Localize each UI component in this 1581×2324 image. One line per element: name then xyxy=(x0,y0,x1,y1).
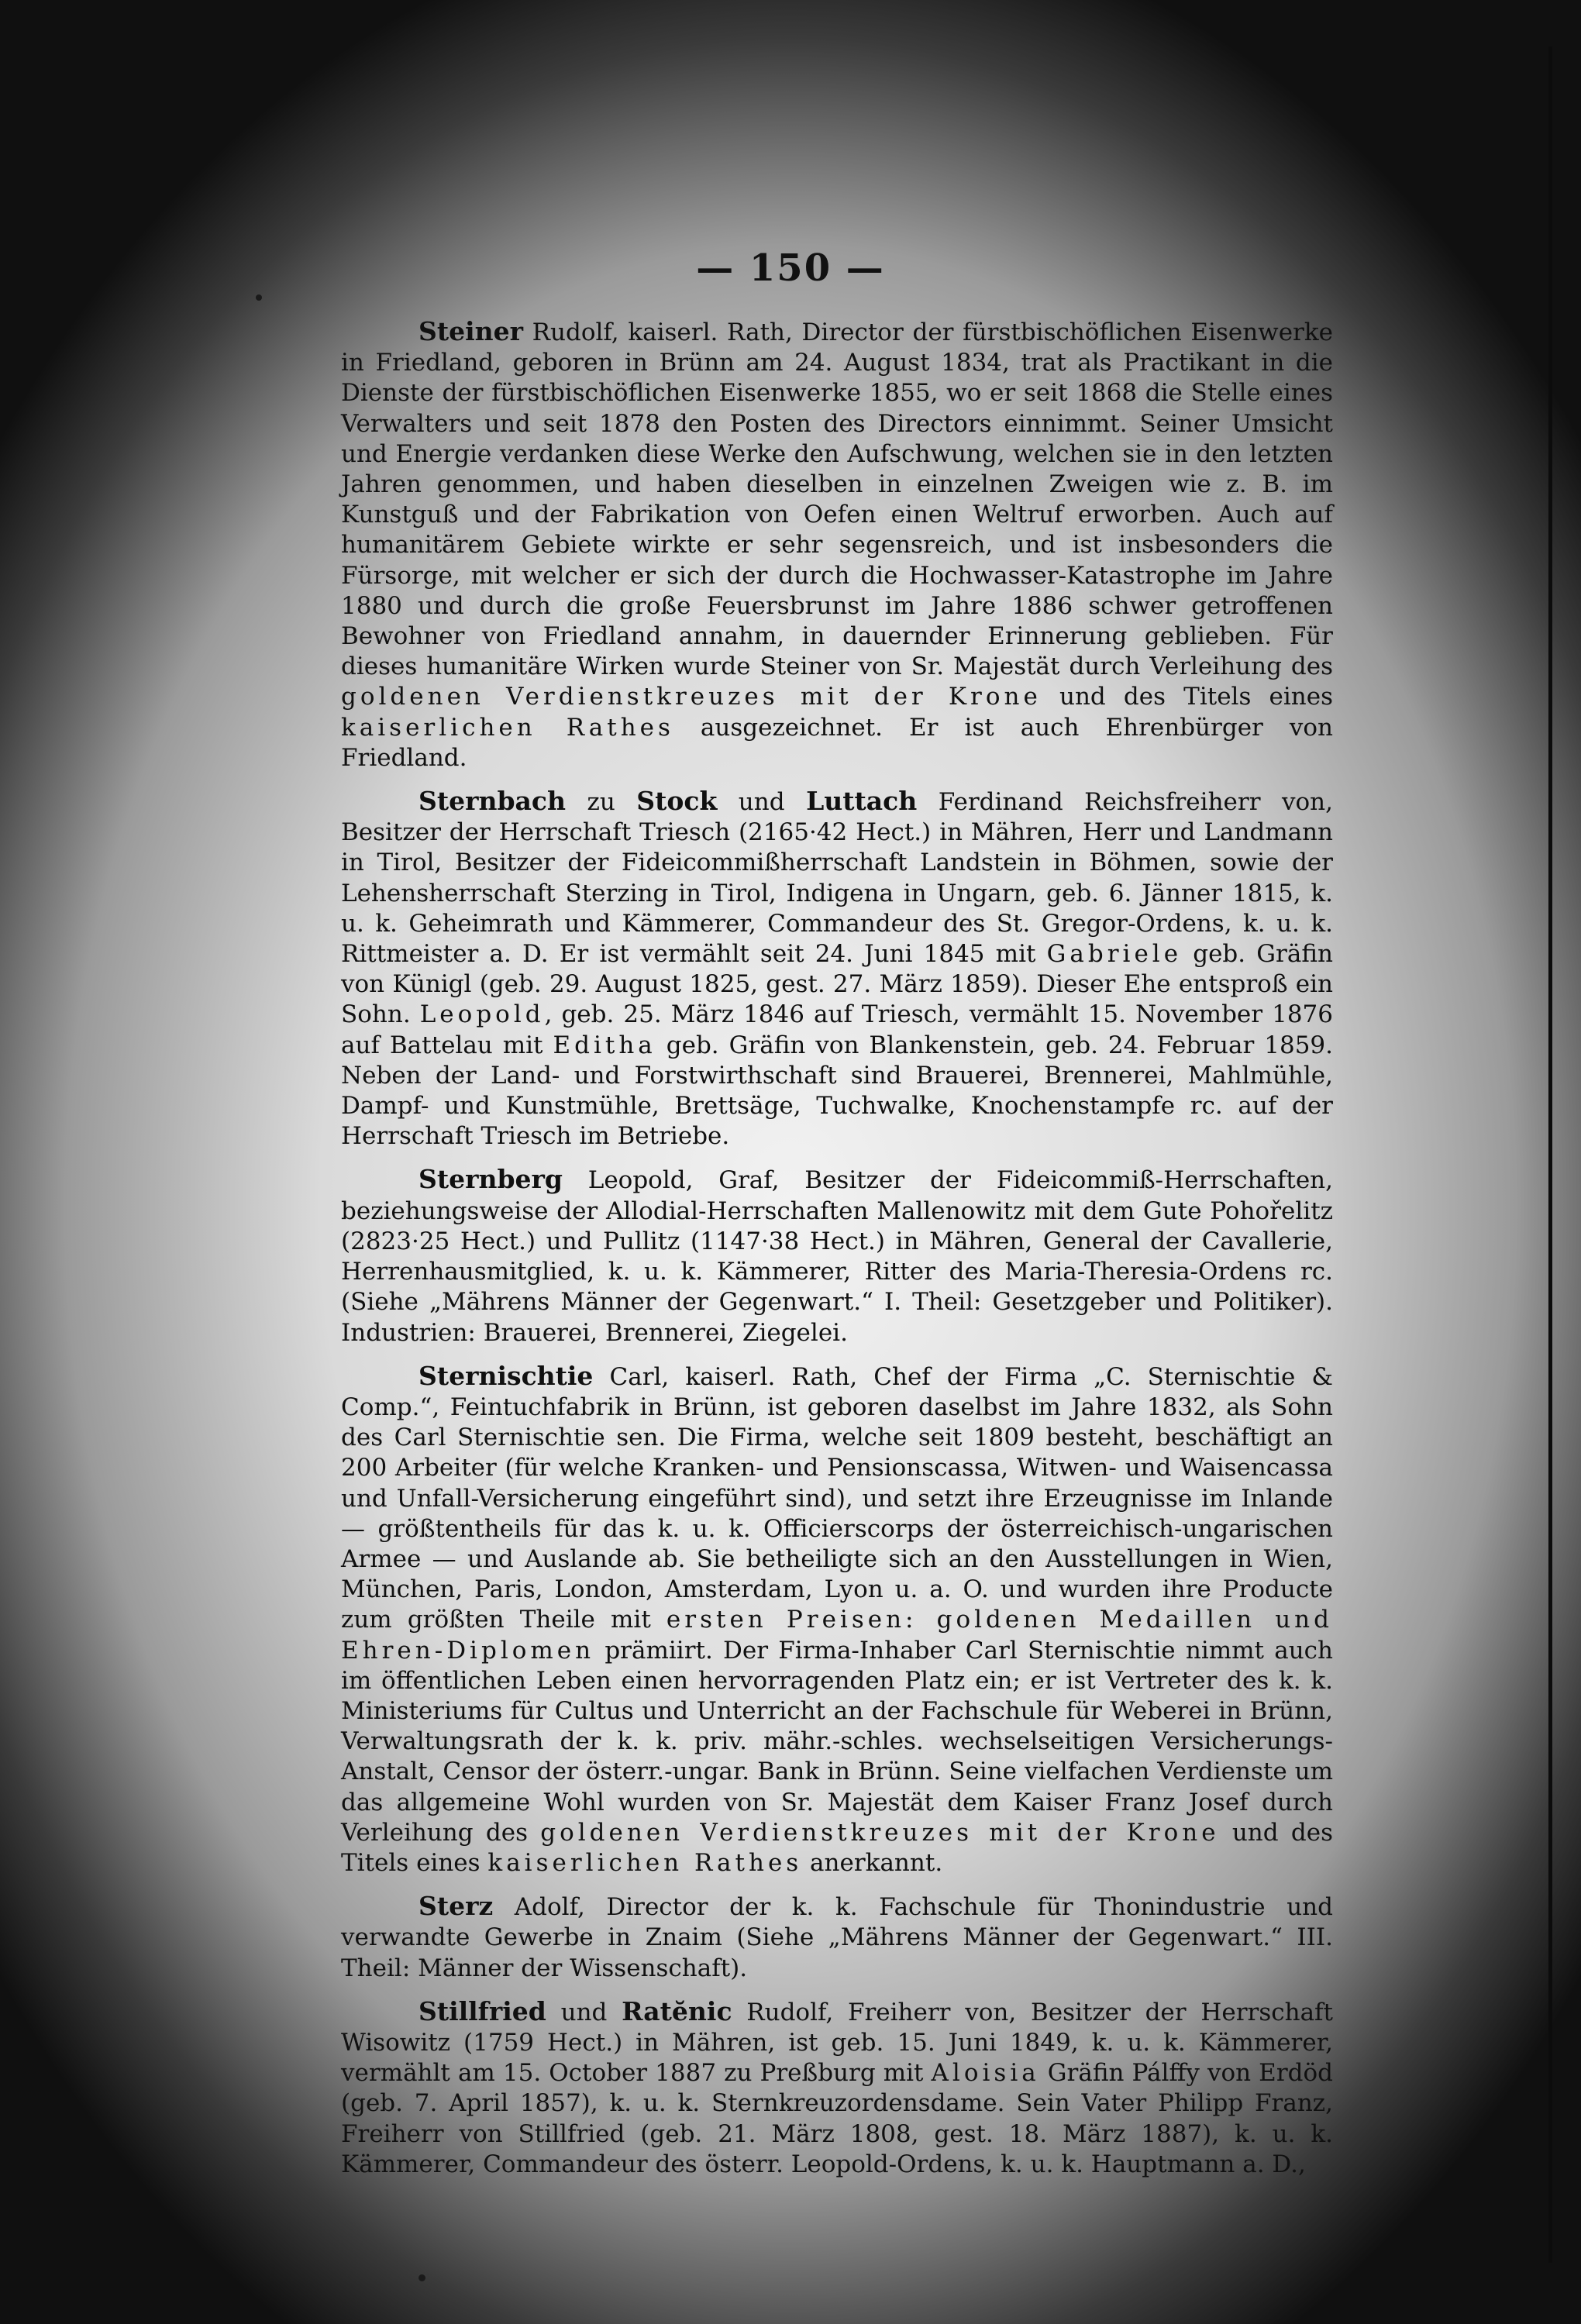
entry-text: geb. Gräfin von Blankenstein, geb. 24. Februar 1859. Neben der Land- und Forstwirthschaft sind Brauerei, Brennerei, Mahlmühle, Dampf- und Kunstmühle, Brettsäge, Tuchwalke, Knochenstampfe rc. auf der Herrschaft Triesch im Betriebe. xyxy=(341,1031,1334,1151)
entry-name: Sternberg xyxy=(418,1164,563,1195)
entry-name: Ratĕnic xyxy=(622,1995,732,2026)
entry-stillfried xyxy=(341,1996,1333,2180)
entry-text: und xyxy=(717,788,807,817)
entry-text: Rudolf, Freiherr von, Besitzer der Herrschaft Wisowitz (1759 Hect.) in Mähren, ist geb. 15. Juni 1849, k. u. k. Kämmerer, vermählt am 15. October 1887 zu Preßburg mit xyxy=(341,1998,1333,2088)
spaced-text: kaiserlichen Rathes xyxy=(487,1848,803,1877)
ink-speck xyxy=(256,294,262,301)
entry-name: Steiner xyxy=(418,316,523,346)
entry-name: Stock xyxy=(636,786,718,817)
entry-name: Sternischtie xyxy=(418,1360,594,1391)
entry-name: Sterz xyxy=(418,1891,494,1922)
entry-name: Sternbach xyxy=(418,786,566,817)
entry-text: Gräfin Pálffy von Erdöd (geb. 7. April 1857), k. u. k. Sternkreuzordensdame. Sein Vater Philipp Franz, Freiherr von Stillfried (geb. 21. März 1808, gest. 18. März 1887), k. u. k. Kämmerer, Commandeur des österr. Leopold-Ordens, k. u. k. Hauptmann a. D., xyxy=(341,2059,1333,2178)
entry-steiner xyxy=(341,316,1333,773)
page-number: — 150 — xyxy=(696,246,885,290)
spaced-text: kaiserlichen Rathes xyxy=(341,713,674,742)
entry-text: und xyxy=(546,1998,622,2026)
entry-sternischtie xyxy=(341,1361,1333,1878)
entry-text: und des Titels eines xyxy=(341,1818,1333,1877)
entry-sternbach xyxy=(341,786,1333,1152)
entry-text: , geb. 25. März 1846 auf Triesch, vermählt 15. November 1876 auf Battelau mit xyxy=(341,1000,1333,1059)
spaced-text: Gabriele xyxy=(1046,940,1183,969)
entry-text: und des Titels eines xyxy=(1041,683,1333,711)
page-edge-rule xyxy=(1548,46,1552,2263)
entry-text: zu xyxy=(566,788,637,817)
entry-text: ausgezeichnet. Er ist auch Ehrenbürger von Friedland. xyxy=(341,713,1333,772)
entry-sternberg xyxy=(341,1164,1333,1348)
entry-text: Adolf, Director der k. k. Fachschule für Thonindustrie und verwandte Gewerbe in Znaim (Siehe „Mährens Männer der Gegenwart.“ III. Theil: Männer der Wissenschaft). xyxy=(341,1893,1333,1982)
ink-speck xyxy=(418,2274,425,2281)
spaced-text: Aloisia xyxy=(931,2059,1040,2088)
spaced-text: Editha xyxy=(553,1031,656,1059)
entry-text: Carl, kaiserl. Rath, Chef der Firma „C. Sternischtie & Comp.“, Feintuchfabrik in Brünn, ist geboren daselbst im Jahre 1832, als Sohn des Carl Sternischtie sen. Die Firma, welche seit 1809 besteht, beschäftigt an 200 Arbeiter (für welche Kranken- und Pensionscassa, Witwen- und Waisencassa und Unfall-Versicherung eingeführt sind), und setzt ihre Erzeugnisse im Inlande — größtentheils für das k. u. k. Officierscorps der österreichisch-ungarischen Armee — und Auslande ab. Sie betheiligte sich an den Ausstellungen in Wien, München, Paris, London, Amsterdam, Lyon u. a. O. und wurden ihre Producte zum größten Theile mit xyxy=(341,1362,1333,1634)
entry-name: Luttach xyxy=(806,786,918,817)
spaced-text: ersten Preisen: goldenen Medaillen und Ehren-Diplomen xyxy=(341,1606,1333,1665)
spaced-text: goldenen Verdienstkreuzes mit der Krone xyxy=(341,683,1042,711)
entry-text: Leopold, Graf, Besitzer der Fideicommiß-Herrschaften, beziehungsweise der Allodial-Herrschaften Mallenowitz mit dem Gute Pohořelitz (2823·25 Hect.) und Pullitz (1147·38 Hect.) in Mähren, General der Cavallerie, Herrenhausmitglied, k. u. k. Kämmerer, Ritter des Maria-Theresia-Ordens rc. (Siehe „Mährens Männer der Gegenwart.“ I. Theil: Gesetzgeber und Politiker). Industrien: Brauerei, Brennerei, Ziegelei. xyxy=(341,1166,1333,1347)
entry-text: anerkannt. xyxy=(802,1848,943,1877)
spaced-text: goldenen Verdienstkreuzes mit der Krone xyxy=(540,1818,1220,1847)
entry-text: prämiirt. Der Firma-Inhaber Carl Sternischtie nimmt auch im öffentlichen Leben einen hervorragenden Platz ein; er ist Vertreter des k. k. Ministeriums für Cultus und Unterricht an der Fachschule für Weberei in Brünn, Verwaltungsrath der k. k. priv. mähr.-schles. wechselseitigen Versicherungs-Anstalt, Censor der österr.-ungar. Bank in Brünn. Seine vielfachen Verdienste um das allgemeine Wohl wurden von Sr. Majestät dem Kaiser Franz Josef durch Verleihung des xyxy=(341,1636,1333,1847)
entry-name: Stillfried xyxy=(418,1995,546,2026)
page-body xyxy=(341,316,1333,2192)
entry-text: Ferdinand Reichsfreiherr von, Besitzer der Herrschaft Triesch (2165·42 Hect.) in Mähren, Herr und Landmann in Tirol, Besitzer der Fideicommißherrschaft Landstein in Böhmen, sowie der Lehensherrschaft Sterzing in Tirol, Indigena in Ungarn, geb. 6. Jänner 1815, k. u. k. Geheimrath und Kämmerer, Commandeur des St. Gregor-Ordens, k. u. k. Rittmeister a. D. Er ist vermählt seit 24. Juni 1845 mit xyxy=(341,788,1333,969)
entry-sterz xyxy=(341,1891,1333,1984)
entry-text: Rudolf, kaiserl. Rath, Director der fürstbischöflichen Eisenwerke in Friedland, geboren in Brünn am 24. August 1834, trat als Practikant in die Dienste der fürstbischöflichen Eisenwerke 1855, wo er seit 1868 die Stelle eines Verwalters und seit 1878 den Posten des Directors einnimmt. Seiner Umsicht und Energie verdanken diese Werke den Aufschwung, welchen sie in den letzten Jahren genommen, und haben dieselben in einzelnen Zweigen wie z. B. im Kunstguß und der Fabrikation von Oefen einen Weltruf erworben. Auch auf humanitärem Gebiete wirkte er sehr segensreich, und ist insbesonders die Fürsorge, mit welcher er sich der durch die Hochwasser-Katastrophe im Jahre 1880 und durch die große Feuersbrunst im Jahre 1886 schwer getroffenen Bewohner von Friedland annahm, in dauernder Erinnerung geblieben. Für dieses humanitäre Wirken wurde Steiner von Sr. Majestät durch Verleihung des xyxy=(341,318,1333,681)
entry-text: geb. Gräfin von Künigl (geb. 29. August 1825, gest. 27. März 1859). Dieser Ehe entsproß ein Sohn. xyxy=(341,940,1333,1029)
spaced-text: Leopold xyxy=(419,1000,545,1029)
